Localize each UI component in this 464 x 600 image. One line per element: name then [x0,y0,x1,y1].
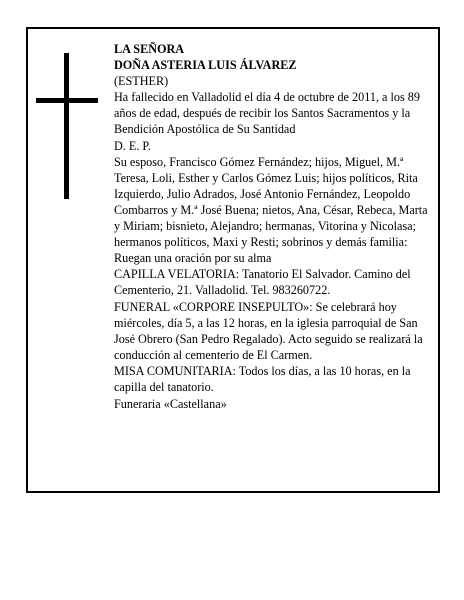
death-statement: Ha fallecido en Valladolid el día 4 de octubre de 2011, a los 89 años de edad, después de recibir los Santos Sacramentos y la Bendición Apostólica de Su Santidad [114,90,420,137]
rip-line: D. E. P. [114,138,151,153]
deceased-name: DOÑA ASTERIA LUIS ÁLVAREZ [114,58,297,73]
cross-vertical-bar [64,53,69,199]
honorific: LA SEÑORA [114,42,185,56]
funeral-info: FUNERAL «CORPORE INSEPULTO»: Se celebrará hoy miércoles, día 5, a las 12 horas, en la iglesia parroquial de San José Obrero (San Pedro Regalado). Acto seguido se realizará la conducción al cementerio de El Carmen. [114,299,423,362]
obituary-text [114,41,428,412]
wake-chapel-info: CAPILLA VELATORIA: Tanatorio El Salvador. Camino del Cementerio, 21. Valladolid. Tel. 983260722. [114,267,411,298]
cross-horizontal-bar [36,98,98,103]
community-mass-info: MISA COMUNITARIA: Todos los días, a las 10 horas, en la capilla del tanatorio. [114,363,411,394]
funeral-home-signature: Funeraria «Castellana» [114,397,227,412]
latin-cross-icon [36,53,98,199]
obituary-notice [26,27,440,493]
family-list: Su esposo, Francisco Gómez Fernández; hijos, Miguel, M.ª Teresa, Loli, Esther y Carlos Gómez Luis; hijos políticos, Rita Izquierdo, Julio Adrados, José Antonio Fernández, Leopoldo Combarros y M.ª José Buena; nietos, Ana, César, Rebeca, Marta y Miriam; bisnieto, Alejandro; hermanas, Vitorina y Nicolasa; hermanos políticos, Maxi y Resti; sobrinos y demás familia: [114,154,428,250]
deceased-nickname: (ESTHER) [114,74,169,89]
prayer-request: Ruegan una oración por su alma [114,251,272,266]
